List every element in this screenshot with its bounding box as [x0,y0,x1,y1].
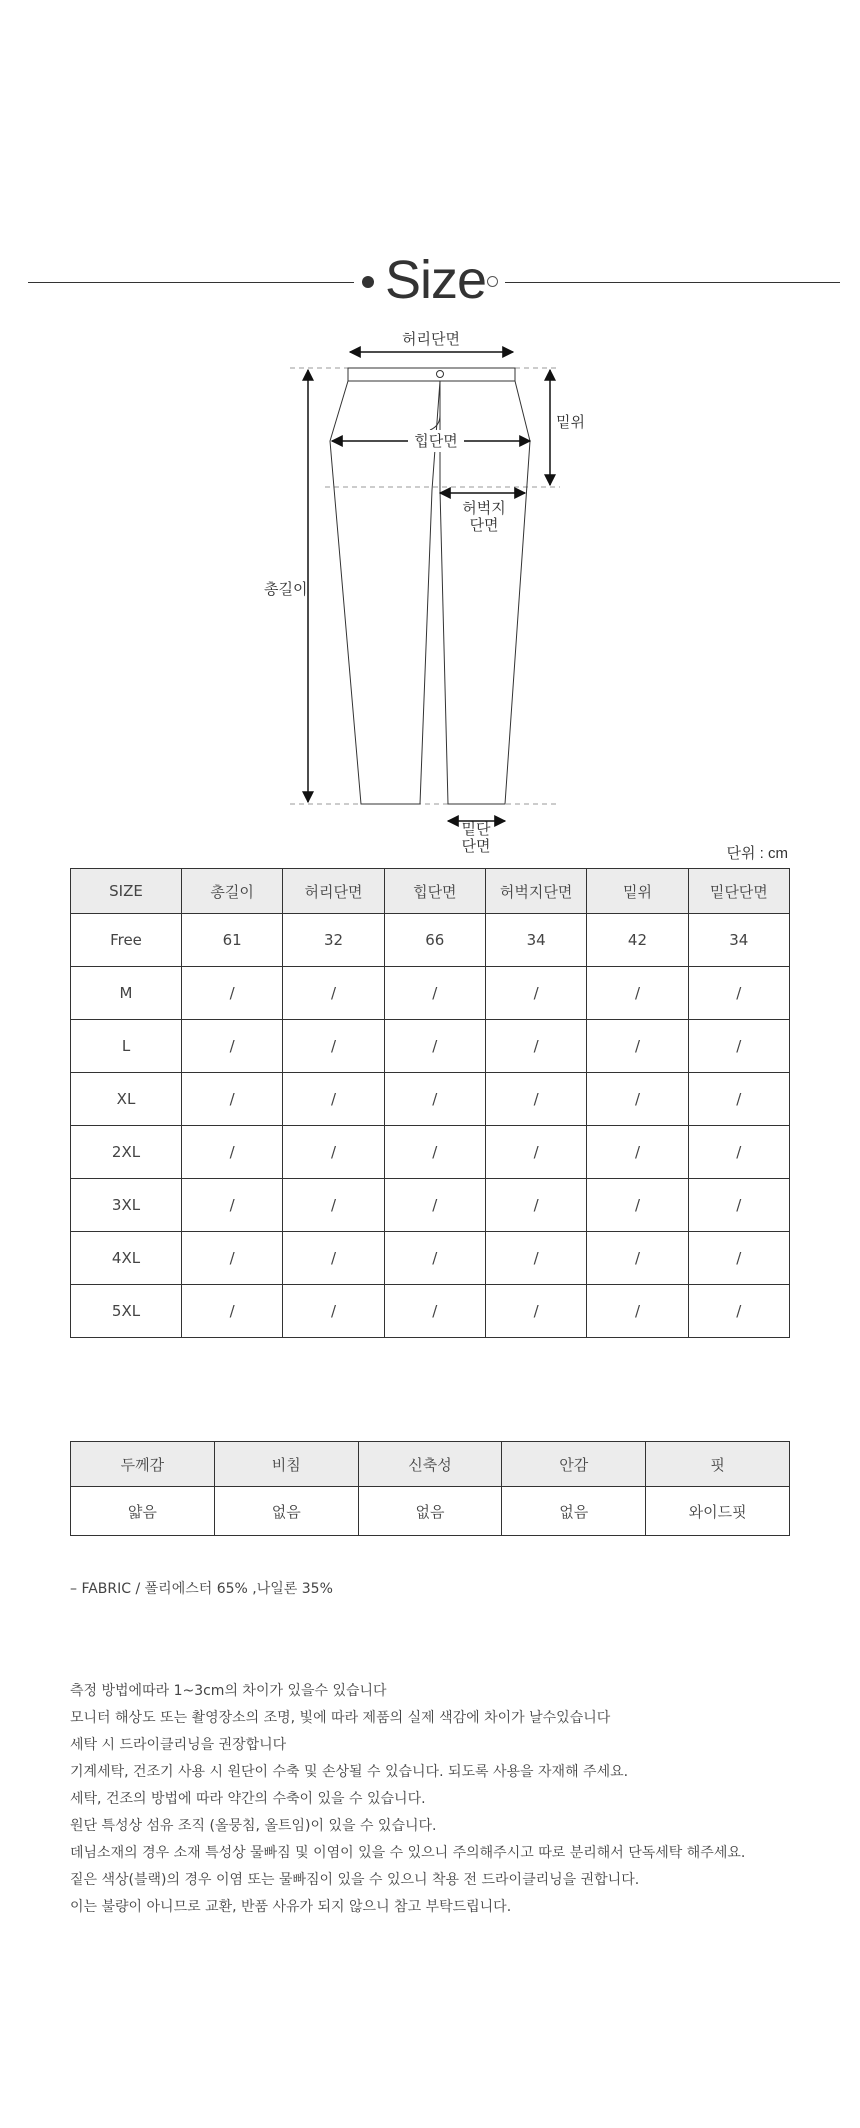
size-header-length: 총길이 [182,869,283,914]
size-value-cell: / [688,1126,789,1179]
size-table-row [71,1179,790,1232]
size-label-cell: 5XL [71,1285,182,1338]
fabric-table-value-row [71,1487,790,1536]
fabric-header-stretch: 신축성 [358,1442,502,1487]
size-label-cell: 3XL [71,1179,182,1232]
page-title: Size [385,250,487,310]
size-table-row [71,1285,790,1338]
waist-label: 허리단면 [402,330,460,348]
fabric-header-fit: 핏 [646,1442,790,1487]
care-notes [70,1678,745,1921]
size-value-cell: / [688,1179,789,1232]
size-value-cell: / [384,1179,485,1232]
size-value-cell: / [485,1126,586,1179]
size-value-cell: / [485,967,586,1020]
size-value-cell: / [283,1285,384,1338]
size-value-cell: / [384,1020,485,1073]
size-value-cell: / [283,1073,384,1126]
header-ring-icon [487,276,498,287]
fabric-table-header-row [71,1442,790,1487]
size-value-cell: / [384,1285,485,1338]
size-label-cell: 2XL [71,1126,182,1179]
size-value-cell: / [485,1020,586,1073]
size-value-cell: / [485,1285,586,1338]
size-value-cell: / [384,1232,485,1285]
size-label-cell: M [71,967,182,1020]
size-value-cell: / [384,1126,485,1179]
size-table-row [71,1073,790,1126]
size-value-cell: / [688,1285,789,1338]
size-value-cell: 42 [587,914,688,967]
hip-label: 힙단면 [414,432,458,450]
size-table-row [71,967,790,1020]
size-value-cell: / [283,1232,384,1285]
size-value-cell: / [182,1126,283,1179]
size-value-cell: / [182,967,283,1020]
size-table-row [71,1232,790,1285]
size-value-cell: / [485,1179,586,1232]
size-value-cell: 61 [182,914,283,967]
size-value-cell: / [283,1179,384,1232]
size-value-cell: / [182,1073,283,1126]
note-line: 세탁, 건조의 방법에 따라 약간의 수축이 있을 수 있습니다. [70,1791,426,1807]
size-value-cell: 34 [485,914,586,967]
size-table-header-row [71,869,790,914]
header-line-right [505,282,840,283]
size-value-cell: / [283,1126,384,1179]
rise-label: 밑위 [556,413,585,431]
size-header-hem: 밑단단면 [688,869,789,914]
size-value-cell: / [587,1285,688,1338]
size-value-cell: / [688,1232,789,1285]
note-line: 데님소재의 경우 소재 특성상 물빠짐 및 이염이 있을 수 있으니 주의해주시고 따로 분리해서 단독세탁 해주세요. [70,1845,746,1861]
unit-label: 단위 : cm [726,845,788,862]
size-table-row [71,914,790,967]
size-value-cell: / [182,1179,283,1232]
size-table-row [71,1020,790,1073]
size-header-rise: 밑위 [587,869,688,914]
size-value-cell: / [485,1232,586,1285]
size-value-cell: / [182,1232,283,1285]
size-value-cell: / [283,967,384,1020]
fabric-header-thickness: 두께감 [71,1442,215,1487]
size-value-cell: / [688,967,789,1020]
size-table [70,868,790,1338]
fabric-value-thickness: 얇음 [71,1487,215,1536]
note-line: 짙은 색상(블랙)의 경우 이염 또는 물빠짐이 있을 수 있으니 착용 전 드라이클리닝을 권합니다. [70,1872,640,1888]
size-value-cell: 66 [384,914,485,967]
thigh-label-line2: 단면 [469,516,499,534]
length-label: 총길이 [264,580,308,598]
size-value-cell: / [688,1020,789,1073]
note-line: 이는 불량이 아니므로 교환, 반품 사유가 되지 않으니 참고 부탁드립니다. [70,1899,512,1915]
size-value-cell: / [587,967,688,1020]
hem-label-line2: 단면 [461,837,491,855]
size-value-cell: / [384,1073,485,1126]
size-value-cell: 32 [283,914,384,967]
header-line-left [28,282,354,283]
size-value-cell: / [587,1073,688,1126]
size-header-waist: 허리단면 [283,869,384,914]
fabric-value-fit: 와이드핏 [646,1487,790,1536]
fabric-composition: – FABRIC / 폴리에스터 65% ,나일론 35% [70,1581,333,1597]
thigh-label-line1: 허벅지 [462,499,506,517]
size-value-cell: / [587,1232,688,1285]
pants-measurement-diagram [240,320,620,860]
fabric-value-sheerness: 없음 [214,1487,358,1536]
size-value-cell: / [283,1020,384,1073]
size-table-row [71,1126,790,1179]
size-header-hip: 힙단면 [384,869,485,914]
size-label-cell: 4XL [71,1232,182,1285]
hem-label-line1: 밑단 [461,820,491,838]
note-line: 모니터 해상도 또는 촬영장소의 조명, 빛에 따라 제품의 실제 색감에 차이가 날수있습니다 [70,1710,611,1726]
note-line: 기계세탁, 건조기 사용 시 원단이 수축 및 손상될 수 있습니다. 되도록 사용을 자재해 주세요. [70,1764,629,1780]
note-line: 측정 방법에따라 1~3cm의 차이가 있을수 있습니다 [70,1683,387,1699]
size-label-cell: L [71,1020,182,1073]
fabric-property-table [70,1441,790,1536]
size-label-cell: XL [71,1073,182,1126]
size-value-cell: / [485,1073,586,1126]
size-header-thigh: 허벅지단면 [485,869,586,914]
header-dot-icon [362,276,374,288]
size-value-cell: / [587,1020,688,1073]
size-value-cell: / [182,1020,283,1073]
size-header-size: SIZE [71,869,182,914]
size-value-cell: 34 [688,914,789,967]
size-label-cell: Free [71,914,182,967]
note-line: 원단 특성상 섬유 조직 (올뭉침, 올트임)이 있을 수 있습니다. [70,1818,437,1834]
size-value-cell: / [182,1285,283,1338]
note-line: 세탁 시 드라이클리닝을 권장합니다 [70,1737,287,1753]
fabric-value-lining: 없음 [502,1487,646,1536]
size-value-cell: / [384,967,485,1020]
fabric-header-sheerness: 비침 [214,1442,358,1487]
size-value-cell: / [587,1179,688,1232]
size-value-cell: / [587,1126,688,1179]
size-value-cell: / [688,1073,789,1126]
fabric-header-lining: 안감 [502,1442,646,1487]
fabric-value-stretch: 없음 [358,1487,502,1536]
